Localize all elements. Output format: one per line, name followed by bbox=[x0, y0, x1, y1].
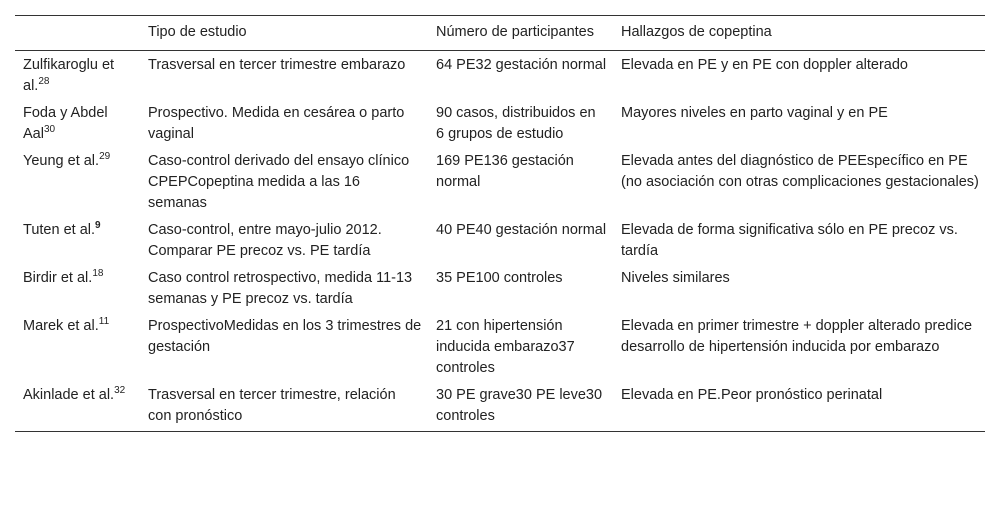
header-cell-author bbox=[15, 16, 140, 51]
header-row bbox=[15, 16, 985, 51]
cell-tipo: Trasversal en tercer trimestre, relación con pronóstico bbox=[140, 381, 428, 432]
cell-author bbox=[15, 264, 140, 312]
table-header bbox=[15, 16, 985, 51]
cell-hallazgos: Elevada en primer trimestre + doppler alterado predice desarrollo de hipertensión inducida por embarazo bbox=[621, 318, 973, 355]
cell-author bbox=[15, 216, 140, 264]
author-name: Tuten et al. bbox=[23, 222, 96, 238]
cell-tipo: Trasversal en tercer trimestre embarazo bbox=[148, 57, 406, 73]
cell-hallazgos: Elevada en PE.Peor pronóstico perinatal bbox=[613, 381, 985, 432]
table-row bbox=[15, 264, 985, 312]
table-row bbox=[15, 99, 985, 147]
cell-numero: 30 PE grave30 PE leve30 controles bbox=[428, 381, 613, 432]
cell-hallazgos: Elevada antes del diagnóstico de PEEspecífico en PE (no asociación con otras complicaciones gestacionales) bbox=[621, 153, 979, 190]
reference-number: 30 bbox=[43, 124, 56, 136]
header-cell-numero: Número de participantes bbox=[428, 16, 613, 51]
reference-number: 11 bbox=[98, 316, 110, 328]
table-body bbox=[15, 51, 985, 432]
reference-number: 9 bbox=[95, 220, 101, 232]
cell-hallazgos: Mayores niveles en parto vaginal y en PE bbox=[621, 105, 888, 121]
author-name: Zulfikaroglu et al. bbox=[23, 57, 115, 94]
header-cell-hallazgos: Hallazgos de copeptina bbox=[613, 16, 985, 51]
cell-numero: 35 PE100 controles bbox=[436, 270, 563, 286]
author-name: Birdir et al. bbox=[23, 270, 93, 286]
cell-tipo: Caso-control derivado del ensayo clínico CPEPCopeptina medida a las 16 semanas bbox=[148, 153, 410, 211]
cell-tipo: Prospectivo. Medida en cesárea o parto vaginal bbox=[148, 105, 405, 142]
cell-author bbox=[15, 51, 140, 100]
cell-tipo: ProspectivoMedidas en los 3 trimestres de gestación bbox=[148, 318, 422, 355]
cell-hallazgos: Elevada en PE y en PE con doppler alterado bbox=[621, 57, 908, 73]
table-row bbox=[15, 312, 985, 381]
reference-number: 32 bbox=[114, 385, 126, 397]
author-name: Akinlade et al. bbox=[23, 387, 115, 403]
table-row bbox=[15, 51, 985, 100]
cell-author bbox=[15, 147, 140, 216]
cell-tipo: Caso-control, entre mayo-julio 2012. Comparar PE precoz vs. PE tardía bbox=[148, 222, 382, 259]
reference-number: 28 bbox=[38, 76, 50, 88]
cell-author bbox=[15, 381, 140, 432]
cell-numero: 40 PE40 gestación normal bbox=[436, 222, 607, 238]
cell-author bbox=[15, 312, 140, 381]
cell-tipo: Caso control retrospectivo, medida 11-13 semanas y PE precoz vs. tardía bbox=[148, 270, 413, 307]
author-name: Foda y Abdel Aal bbox=[23, 105, 108, 142]
cell-author bbox=[15, 99, 140, 147]
reference-number: 29 bbox=[99, 151, 111, 163]
header-cell-tipo: Tipo de estudio bbox=[140, 16, 428, 51]
author-name: Yeung et al. bbox=[23, 153, 100, 169]
reference-number: 18 bbox=[92, 268, 104, 280]
copeptin-studies-table-container bbox=[15, 15, 985, 432]
cell-numero: 90 casos, distribuidos en 6 grupos de estudio bbox=[436, 105, 596, 142]
table-row bbox=[15, 381, 985, 432]
cell-numero: 64 PE32 gestación normal bbox=[436, 57, 607, 73]
cell-hallazgos: Niveles similares bbox=[621, 270, 730, 286]
table-row bbox=[15, 147, 985, 216]
cell-numero: 169 PE136 gestación normal bbox=[436, 153, 574, 190]
author-name: Marek et al. bbox=[23, 318, 99, 334]
copeptin-studies-table bbox=[15, 15, 985, 432]
cell-hallazgos: Elevada de forma significativa sólo en PE precoz vs. tardía bbox=[621, 222, 958, 259]
table-row bbox=[15, 216, 985, 264]
cell-numero: 21 con hipertensión inducida embarazo37 controles bbox=[436, 318, 575, 376]
